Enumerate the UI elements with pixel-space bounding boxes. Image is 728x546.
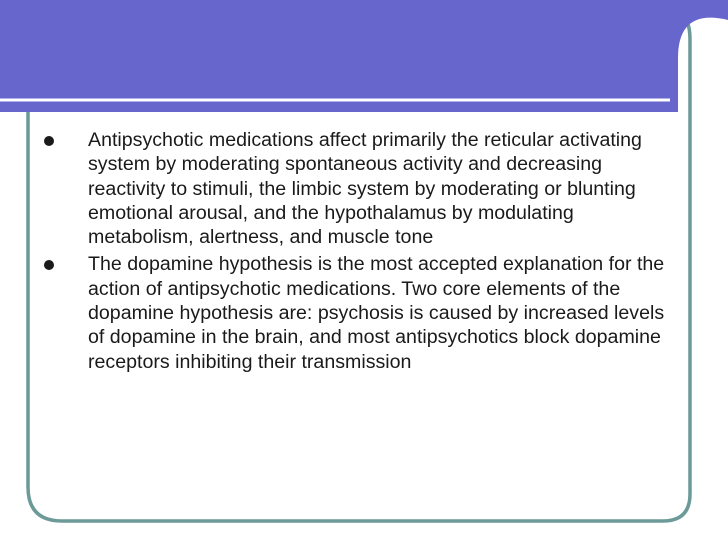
header-bar	[0, 0, 728, 112]
bullet-text-1: Antipsychotic medications affect primarily the reticular activating system by moderating spontaneous activity and decreasing reactivity to stimuli, the limbic system by moderating or blunting emotional arousal, and the hypothalamus by modulating metabolism, alertness, and muscle tone	[88, 129, 642, 249]
bullet-item-1	[42, 128, 682, 249]
slide-content	[42, 128, 682, 377]
bullet-dot-icon	[44, 260, 54, 270]
bullet-text-2: The dopamine hypothesis is the most accepted explanation for the action of antipsychotic medications. Two core elements of the dopamine hypothesis are: psychosis is caused by increased levels of dopamine in the brain, and most antipsychotics block dopamine receptors inhibiting their transmission	[88, 253, 665, 373]
bullet-dot-icon	[44, 136, 54, 146]
bullet-item-2	[42, 252, 682, 373]
bullet-list	[42, 128, 682, 374]
